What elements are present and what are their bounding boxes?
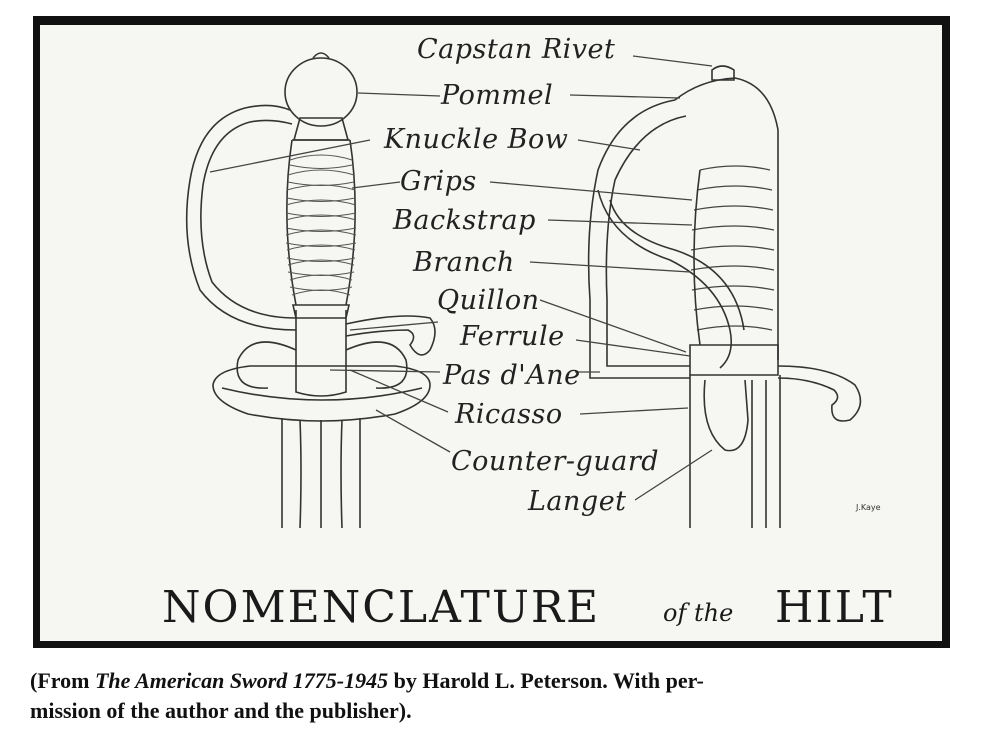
figure-caption [30,666,970,726]
label-langet: Langet [528,486,627,517]
label-backstrap: Backstrap [393,205,536,236]
label-pommel: Pommel [441,80,554,111]
label-pas-dane: Pas d'Ane [443,360,581,391]
caption-book-title: The American Sword 1775-1945 [94,668,389,693]
label-quillon: Quillon [437,285,540,316]
label-knuckle-bow: Knuckle Bow [384,124,569,155]
caption-line2: mission of the author and the publisher). [30,698,412,723]
title-hilt: HILT [775,582,894,633]
caption-prefix: (From [30,668,95,693]
label-capstan-rivet: Capstan Rivet [417,34,616,65]
caption-suffix-line1: by Harold L. Peterson. With per- [388,668,704,693]
title-nomenclature: NOMENCLATURE [162,582,601,633]
artist-signature: J.Kaye [856,503,881,512]
label-counter-guard: Counter-guard [451,446,660,477]
label-ricasso: Ricasso [455,399,563,430]
label-branch: Branch [413,247,515,278]
label-ferrule: Ferrule [460,321,565,352]
title-of-the: of the [663,599,734,627]
label-grips: Grips [400,166,477,197]
